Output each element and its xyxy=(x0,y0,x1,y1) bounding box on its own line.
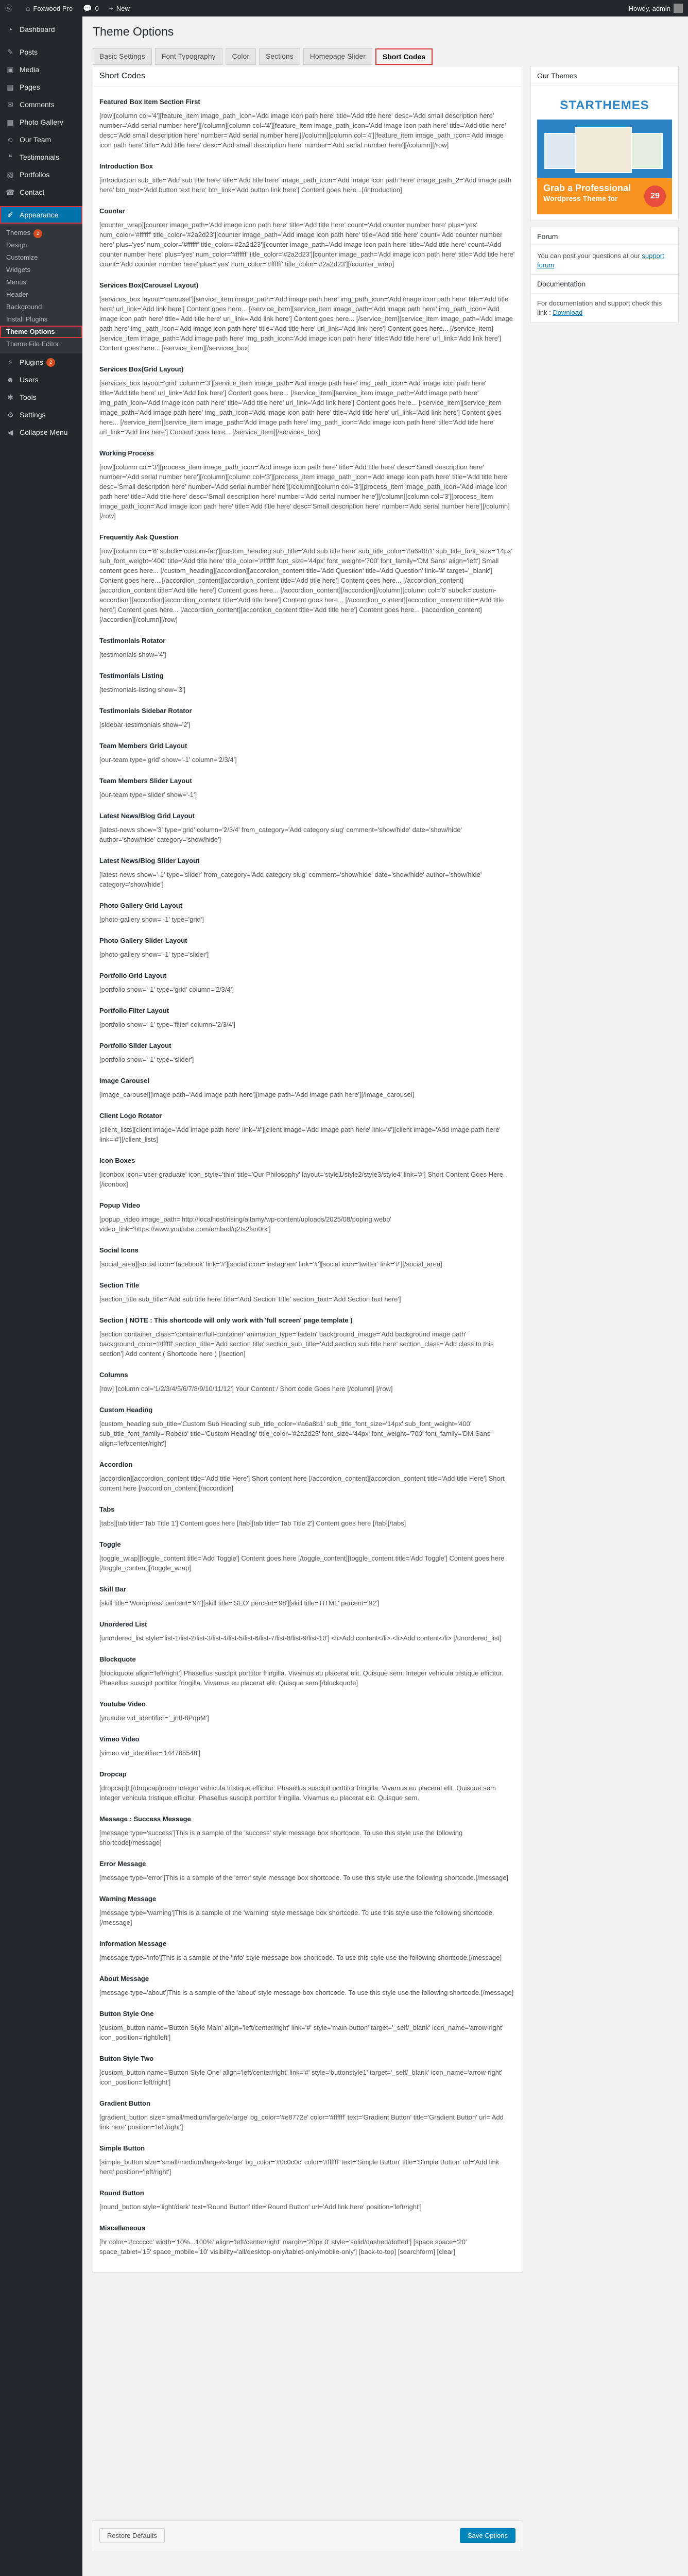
shortcode-title: Testimonials Rotator xyxy=(99,637,166,645)
shortcode-code: [iconbox icon='user-graduate' icon_style='thin' title='Our Philosophy' layout='style1/style2/style3/style4' link='#'] Short Content Goes Here.[/iconbox] xyxy=(99,1171,505,1188)
account-menu[interactable] xyxy=(624,0,688,16)
shortcode-section xyxy=(99,1860,515,1883)
avatar xyxy=(674,4,683,13)
documentation-title: Documentation xyxy=(531,275,678,294)
menu-posts[interactable] xyxy=(0,43,82,61)
shortcode-section xyxy=(99,1281,515,1304)
shortcode-title: Social Icons xyxy=(99,1246,139,1254)
shortcode-section xyxy=(99,2224,515,2257)
shortcode-code: [image_carousel][image path='Add image path here'][image path='Add image path here'][/image_carousel] xyxy=(99,1091,415,1098)
shortcode-code: [message type='warning']This is a sample of the 'warning' style message box shortcode. To use this style use the following shortcode.[/message] xyxy=(99,1909,494,1926)
shortcode-section xyxy=(99,1655,515,1688)
shortcode-title: Testimonials Listing xyxy=(99,672,164,680)
brush-icon: ✐ xyxy=(7,210,13,219)
portfolio-icon: ▧ xyxy=(7,170,14,179)
shortcode-section xyxy=(99,2010,515,2042)
shortcode-code: [services_box layout='carousel'][service_item image_path='Add image path here' img_path_icon='Add image icon path here' title='Add title here' url_link='Add link here'] Content goes here... [/service_item][service_item image_path='Add image path here' img_path_icon='Add image icon path here' title='Add title here' url_link='Add link here'] Content goes here... [/service_item][service_item image_path='Add image path here' img_path_icon='Add image icon path here' title='Add title here' url_link='Add link here'] Content goes here... [/service_item][service_item image_path='Add image path here' img_path_icon='Add image icon path here' title='Add title here' url_link='Add link here'] Content goes here... [/service_item][/services_box] xyxy=(99,295,513,352)
shortcode-title: Client Logo Rotator xyxy=(99,1112,162,1120)
settings-icon: ⚙ xyxy=(7,410,14,419)
plug-icon: ⚡ xyxy=(8,358,13,366)
shortcode-section xyxy=(99,812,515,844)
shortcode-title: Miscellaneous xyxy=(99,2224,145,2232)
shortcode-code: [message type='error']This is a sample of the 'error' style message box shortcode. To use this style use the following shortcode.[/message] xyxy=(99,1874,509,1882)
shortcode-section xyxy=(99,162,515,195)
submenu-background[interactable]: Background xyxy=(6,303,42,311)
shortcode-code: [introduction sub_title='Add sub title here' title='Add title here' image_path_icon='Add image icon path here' image_path_2='Add image path here' btn_text='Add button text here' btn_link='Add button link here'] Content goes here...[/introduction] xyxy=(99,176,512,194)
shortcode-title: Portfolio Grid Layout xyxy=(99,972,166,979)
howdy-label: Howdy, admin xyxy=(628,4,670,12)
shortcode-section xyxy=(99,1585,515,1608)
shortcode-section xyxy=(99,1406,515,1448)
quote-icon: ❝ xyxy=(8,152,12,161)
shortcode-code: [simple_button size='small/medium/large/x-large' bg_color='#0c0c0c' color='#ffffff' text='Simple Button' title='Simple Button' url='Add link here' position='left/right'] xyxy=(99,2158,500,2176)
gallery-icon: ▦ xyxy=(7,117,14,126)
shortcode-title: Introduction Box xyxy=(99,162,153,170)
comments-link[interactable] xyxy=(78,0,104,16)
menu-label: Posts xyxy=(20,48,38,56)
menu-label: Users xyxy=(20,376,39,384)
shortcode-title: Icon Boxes xyxy=(99,1157,135,1164)
shortcode-list xyxy=(93,87,522,2272)
options-tabs xyxy=(93,48,433,65)
shortcode-section xyxy=(99,1620,515,1643)
support-forum-link[interactable]: support forum xyxy=(537,252,664,269)
shortcode-code: [skill title='Wordpress' percent='94'][skill title='SEO' percent='98'][skill title='HTML' percent='92'] xyxy=(99,1599,380,1607)
shortcode-code: [sidebar-testimonials show='2'] xyxy=(99,721,191,728)
shortcode-title: Gradient Button xyxy=(99,2099,150,2107)
save-options-button[interactable]: Save Options xyxy=(460,2528,515,2543)
menu-label: Tools xyxy=(20,393,37,401)
shortcode-section xyxy=(99,637,515,659)
documentation-box xyxy=(530,274,679,323)
shortcode-section xyxy=(99,533,515,624)
menu-label: Settings xyxy=(20,411,46,419)
our-themes-title: Our Themes xyxy=(531,66,678,86)
restore-defaults-button[interactable]: Restore Defaults xyxy=(99,2528,165,2543)
shortcode-section xyxy=(99,672,515,694)
shortcode-code: [custom_button name='Button Style One' align='left/center/right' link='#' style='buttonstyle1' target='_self/_blank' icon_name='arrow-right' icon_position='left/right'] xyxy=(99,2069,503,2086)
shortcode-title: Youtube Video xyxy=(99,1700,146,1708)
shortcode-title: Services Box(Grid Layout) xyxy=(99,365,184,373)
shortcode-section xyxy=(99,902,515,924)
shortcode-section xyxy=(99,1007,515,1029)
shortcode-section xyxy=(99,207,515,269)
shortcode-section xyxy=(99,1371,515,1394)
shortcode-code: [section container_class='container/full-container' animation_type='fadeIn' background_image='Add background image path' background_color='#ffffff' section_title='Add section title' section_sub_title='Add section sub title here' section_class='Add class to this section'] Add content ( Shortcode here ) [/section] xyxy=(99,1330,494,1358)
shortcode-section xyxy=(99,1505,515,1528)
shortcode-code: [row][column col='4'][feature_item image_path_icon='Add image icon path here' title='Add title here' desc='Add small description here' number='Add serial number here'][/column][column col='4'][feature_item image_path_icon='Add image icon path here' title='Add title here' desc='Add small description here' number='Add serial number here'][/column][column col='4'][feature_item image_path_icon='Add image icon path here' title='Add title here' desc='Add small description here' number='Add serial number here'][/column][/row] xyxy=(99,112,506,149)
submenu-menus[interactable]: Menus xyxy=(6,278,27,286)
menu-testimonials[interactable] xyxy=(0,148,82,166)
shortcode-section xyxy=(99,449,515,521)
shortcode-code: [portfolio show='-1' type='grid' column='2/3/4'] xyxy=(99,986,234,993)
tab-short-codes[interactable]: Short Codes xyxy=(375,48,433,65)
promo-cta xyxy=(537,178,672,214)
menu-label: Contact xyxy=(20,188,45,196)
page-title: Theme Options xyxy=(93,25,174,38)
shortcode-title: Unordered List xyxy=(99,1620,147,1628)
menu-dashboard[interactable] xyxy=(0,21,82,38)
shortcode-section xyxy=(99,1940,515,1962)
admin-sidebar xyxy=(0,16,82,2576)
submenu-header[interactable]: Header xyxy=(6,291,28,298)
shortcode-title: Frequently Ask Question xyxy=(99,533,179,541)
shortcode-section xyxy=(99,1246,515,1269)
shortcode-section xyxy=(99,2144,515,2177)
shortcode-code: [custom_heading sub_title='Custom Sub Heading' sub_title_color='#a6a8b1' sub_title_font_size='14px' sub_font_weight='400' sub_title_font_family='Roboto' title='Custom Heading' title_color='#2a2d23' font_size='44px' font_weight='700' font_family='DM Sans' align='left/center/right'] xyxy=(99,1420,492,1447)
tab-color[interactable]: Color xyxy=(226,48,256,65)
shortcode-section xyxy=(99,1157,515,1189)
shortcode-title: Services Box(Carousel Layout) xyxy=(99,281,199,289)
shortcode-section xyxy=(99,1770,515,1803)
team-icon: ☺ xyxy=(6,135,14,144)
shortcode-code: [services_box layout='grid' column='3'][service_item image_path='Add image path here' img_path_icon='Add image icon path here' title='Add title here' url_link='Add link here'] Content goes here... [/service_item][service_item image_path='Add image path here' img_path_icon='Add image icon path here' title='Add title here' url_link='Add link here'] Content goes here... [/service_item][service_item image_path='Add image path here' img_path_icon='Add image icon path here' title='Add title here' url_link='Add link here'] Content goes here... [/service_item][service_item image_path='Add image path here' img_path_icon='Add image icon path here' title='Add title here' url_link='Add link here'] Content goes here... [/service_item][/services_box] xyxy=(99,379,502,436)
shortcode-code: [youtube vid_identifier='_jnIf-8PqpM'] xyxy=(99,1714,209,1722)
contact-icon: ☎ xyxy=(6,188,15,196)
shortcode-section xyxy=(99,777,515,800)
shortcode-code: [counter_wrap][counter image_path='Add image icon path here' title='Add title here' count='Add counter number here' plus='yes' num_color='#ffffff' title_color='#2a2d23'][counter image_path='Add image icon path here' title='Add title here' count='Add counter number here' plus='yes' num_color='#ffffff' title_color='#2a2d23'][counter image_path='Add image icon path here' title='Add title here' count='Add counter number here' plus='yes' num_color='#ffffff' title_color='#2a2d23'][counter image_path='Add image icon path here' title='Add title here' count='Add counter number here' plus='yes' num_color='#ffffff' title_color='#2a2d23'][/counter_wrap] xyxy=(99,221,515,268)
admin-bar xyxy=(0,0,688,16)
wrench-icon: ✱ xyxy=(7,393,13,401)
tab-homepage-slider[interactable]: Homepage Slider xyxy=(303,48,372,65)
promo-price: 29 xyxy=(644,185,666,207)
shortcode-code: [custom_button name='Button Style Main' align='left/center/right' link='#' style='main-button' target='_self/_blank' icon_name='arrow-right' icon_position='right/left'] xyxy=(99,2024,504,2041)
menu-pages[interactable] xyxy=(0,78,82,96)
shortcode-title: Vimeo Video xyxy=(99,1735,140,1743)
shortcode-code: [vimeo vid_identifier='144785548'] xyxy=(99,1749,201,1757)
shortcode-section xyxy=(99,1975,515,1997)
submenu-install-plugins[interactable]: Install Plugins xyxy=(6,315,48,323)
shortcode-code: [latest-news show='-1' type='slider' from_category='Add category slug' comment='show/hide' date='show/hide' author='show/hide' category='show/hide'] xyxy=(99,871,482,888)
menu-label: Portfolios xyxy=(20,171,50,179)
media-icon: ▣ xyxy=(7,65,14,74)
menu-users[interactable] xyxy=(0,371,82,388)
menu-label: Media xyxy=(20,65,40,74)
theme-screenshot xyxy=(575,127,632,173)
shortcode-title: Error Message xyxy=(99,1860,146,1868)
shortcode-title: About Message xyxy=(99,1975,149,1982)
shortcode-title: Latest News/Blog Slider Layout xyxy=(99,857,200,865)
forum-text: You can post your questions at our xyxy=(537,252,640,260)
new-label: New xyxy=(116,4,130,12)
shortcode-section xyxy=(99,1042,515,1064)
site-name-link[interactable] xyxy=(21,0,78,16)
menu-label: Our Team xyxy=(20,135,51,144)
shortcode-title: Photo Gallery Grid Layout xyxy=(99,902,183,909)
menu-label: Plugins xyxy=(20,358,43,366)
comment-count: 0 xyxy=(95,4,99,12)
download-link[interactable]: Download xyxy=(553,309,583,316)
shortcode-code: [photo-gallery show='-1' type='grid'] xyxy=(99,916,204,923)
promo-logo xyxy=(537,92,672,120)
shortcode-title: Section ( NOTE : This shortcode will only work with 'full screen' page template ) xyxy=(99,1316,353,1324)
shortcode-title: Warning Message xyxy=(99,1895,157,1903)
pin-icon: ✎ xyxy=(7,47,13,56)
submenu-widgets[interactable]: Widgets xyxy=(6,266,30,274)
menu-comments[interactable] xyxy=(0,96,82,113)
shortcode-section xyxy=(99,1077,515,1099)
shortcode-code: [toggle_wrap][toggle_content title='Add Toggle'] Content goes here [/toggle_content][toggle_content title='Add Toggle'] Content goes here [/toggle_content][/toggle_wrap] xyxy=(99,1554,505,1572)
submenu-theme-options[interactable]: Theme Options xyxy=(0,326,82,338)
comment-icon: 💬 xyxy=(83,4,92,12)
submenu-customize[interactable]: Customize xyxy=(6,253,38,261)
shortcode-title: Blockquote xyxy=(99,1655,136,1663)
promo-line1: Grab a Professional xyxy=(543,183,631,193)
shortcode-section xyxy=(99,1700,515,1723)
new-content-link[interactable] xyxy=(104,0,135,16)
shortcode-title: Popup Video xyxy=(99,1201,141,1209)
shortcode-section xyxy=(99,1201,515,1234)
menu-photo-gallery[interactable] xyxy=(0,113,82,131)
shortcode-title: Dropcap xyxy=(99,1770,127,1778)
options-footer xyxy=(93,2520,522,2551)
submenu-design[interactable]: Design xyxy=(6,241,27,249)
tab-font-typography[interactable]: Font Typography xyxy=(155,48,222,65)
menu-label: Photo Gallery xyxy=(20,118,63,126)
shortcode-code: [row][column col='3'][process_item image_path_icon='Add image icon path here' title='Add title here' desc='Small description here' number='Add serial number here'][/column][column col='3'][process_item image_path_icon='Add image icon path here' title='Add title here' desc='Small description here' number='Add serial number here'][/column][column col='3'][process_item image_path_icon='Add image icon path here' title='Add title here' desc='Small description here' number='Add serial number here'][/column][column col='3'][process_item image_path_icon='Add image icon path here' title='Add title here' desc='Small description here' number='Add serial number here'][/column][/row] xyxy=(99,463,510,520)
menu-label: Pages xyxy=(20,83,40,91)
shortcode-section xyxy=(99,857,515,889)
shortcode-section xyxy=(99,1895,515,1927)
shortcode-title: Tabs xyxy=(99,1505,115,1513)
menu-label: Comments xyxy=(20,100,55,109)
shortcode-title: Skill Bar xyxy=(99,1585,127,1593)
theme-promo-banner[interactable] xyxy=(537,92,672,214)
shortcode-title: Counter xyxy=(99,207,125,215)
plus-icon: + xyxy=(109,4,113,12)
shortcode-code: [social_area][social icon='facebook' link='#'][social icon='instagram' link='#'][social icon='twitter' link='#'][/social_area] xyxy=(99,1260,442,1268)
shortcode-section xyxy=(99,937,515,959)
shortcode-code: [section_title sub_title='Add sub title here' title='Add Section Title' section_text='Add Section text here'] xyxy=(99,1295,401,1303)
submenu-theme-file-editor[interactable]: Theme File Editor xyxy=(6,340,59,348)
shortcode-section xyxy=(99,365,515,437)
panel-title: Short Codes xyxy=(93,66,522,87)
menu-settings[interactable] xyxy=(0,406,82,423)
menu-tools[interactable] xyxy=(0,388,82,406)
shortcode-title: Team Members Slider Layout xyxy=(99,777,192,785)
shortcode-section xyxy=(99,281,515,353)
shortcode-title: Accordion xyxy=(99,1461,133,1468)
shortcode-section xyxy=(99,2099,515,2132)
shortcode-code: [row] [column col='1/2/3/4/5/6/7/8/9/10/11/12'] Your Content / Short code Goes here [/column] [/row] xyxy=(99,1385,393,1393)
shortcode-code: [testimonials-listing show='3'] xyxy=(99,686,186,693)
menu-plugins[interactable] xyxy=(0,353,82,371)
shortcode-title: Button Style One xyxy=(99,2010,154,2018)
appearance-submenu xyxy=(0,224,82,353)
shortcode-code: [gradient_button size='small/medium/large/x-large' bg_color='#e8772e' color='#ffffff' text='Gradient Button' title='Gradient Button' url='Add link here' position='left/right'] xyxy=(99,2113,504,2131)
shortcode-code: [message type='success']This is a sample of the 'success' style message box shortcode. To use this style use the following shortcode[/message] xyxy=(99,1829,463,1846)
shortcode-section xyxy=(99,1461,515,1493)
shortcode-code: [photo-gallery show='-1' type='slider'] xyxy=(99,951,209,958)
shortcode-title: Image Carousel xyxy=(99,1077,149,1084)
shortcode-title: Toggle xyxy=(99,1540,121,1548)
shortcode-title: Photo Gallery Slider Layout xyxy=(99,937,187,944)
shortcode-section xyxy=(99,1112,515,1144)
shortcode-section xyxy=(99,1316,515,1359)
shortcode-code: [portfolio show='-1' type='filter' column='2/3/4'] xyxy=(99,1021,235,1028)
forum-title: Forum xyxy=(531,227,678,246)
theme-screenshot xyxy=(627,133,663,169)
shortcode-code: [portfolio show='-1' type='slider'] xyxy=(99,1056,194,1063)
shortcode-title: Working Process xyxy=(99,449,154,457)
dashboard-icon: ◔ xyxy=(8,25,13,33)
site-name: Foxwood Pro xyxy=(33,4,73,12)
promo-logo-text: STARTHEMES xyxy=(560,98,649,112)
shortcode-title: Button Style Two xyxy=(99,2055,154,2062)
shortcode-title: Information Message xyxy=(99,1940,167,1947)
shortcode-title: Testimonials Sidebar Rotator xyxy=(99,707,192,715)
shortcode-title: Team Members Grid Layout xyxy=(99,742,187,750)
promo-screens xyxy=(544,124,665,175)
tab-sections[interactable]: Sections xyxy=(259,48,300,65)
shortcode-title: Message : Success Message xyxy=(99,1815,191,1823)
shortcode-title: Custom Heading xyxy=(99,1406,153,1414)
update-badge: 2 xyxy=(46,358,55,367)
shortcode-section xyxy=(99,2055,515,2087)
shortcode-code: [tabs][tab title='Tab Title 1'] Content goes here [/tab][tab title='Tab Title 2'] Content goes here [/tab][/tabs] xyxy=(99,1519,406,1527)
menu-label: Dashboard xyxy=(20,25,55,33)
shortcode-title: Featured Box Item Section First xyxy=(99,98,200,106)
shortcode-title: Latest News/Blog Grid Layout xyxy=(99,812,195,820)
shortcode-code: [client_lists][client image='Add image path here' link='#'][client image='Add image path here' link='#'][client image='Add image path here' link='#'][/client_lists] xyxy=(99,1126,501,1143)
menu-label: Appearance xyxy=(20,211,59,219)
shortcode-section xyxy=(99,707,515,730)
comment-icon: ✉ xyxy=(7,100,13,109)
shortcode-title: Section Title xyxy=(99,1281,140,1289)
shortcode-code: [popup_video image_path='http://localhost/rising/altamy/wp-content/uploads/2025/08/poping.webp' video_link='https://www.youtube.com/embed/q2Is2fsn0rk'] xyxy=(99,1215,391,1233)
update-badge: 2 xyxy=(33,229,42,238)
menu-media[interactable] xyxy=(0,61,82,78)
shortcode-code: [our-team type='slider' show='-1'] xyxy=(99,791,197,799)
shortcode-section xyxy=(99,1815,515,1848)
user-icon: ☻ xyxy=(6,376,14,384)
shortcode-code: [hr color='#cccccc' width='10%...100%' align='left/center/right' margin='20px 0' style='solid/dashed/dotted'] [space space='20' space_tablet='15' space_mobile='10' visibility='all/desktop-only/tablet-only/mobile-only'] [back-to-top] [searchform] [clear] xyxy=(99,2238,467,2256)
shortcode-section xyxy=(99,1540,515,1573)
shortcode-section xyxy=(99,98,515,150)
shortcode-code: [row][column col='6' subclk='custom-faq'][custom_heading sub_title='Add sub title here' sub_title_color='#a6a8b1' sub_title_font_size='14px' sub_font_weight='400' title='Add title here' title_color='#ffffff' font_size='44px' font_weight='700' font_family='DM Sans' align='left'] Small content goes here... [/custom_heading][accordion][accordion_content title='Add Question' title='Add Question' link='#' target='_blank'] Content goes here... [/accordion_content][accordion_content title='Add title here'] Content goes here... [/accordion_content][accordion_content title='Add title here'] Content goes here... [/accordion_content][/accordion][/column][column col='6' subclk='custom-accordian'][accordion][accordion_content title='Add title here'] Content goes here... [/accordion_content][accordion_content title='Add title here'] Content goes here... [/accordion_content][accordion_content title='Add title here'] Content goes here... [/accordion_content][/accordion][/column][/row] xyxy=(99,547,513,623)
shortcode-code: [blockquote align='left/right'] Phasellus suscipit porttitor fringilla. Vivamus eu placerat elit. Quisque sem. Integer vehicula tristique efficitur. Phasellus suscipit porttitor fringilla. Vivamus eu placerat elit. Quisque sem.[/blockquote] xyxy=(99,1669,504,1687)
shortcode-code: [latest-news show='3' type='grid' column='2/3/4' from_category='Add category slug' comment='show/hide' date='show/hide' author='show/hide' category='show/hide'] xyxy=(99,826,462,843)
submenu-label: Themes xyxy=(6,229,30,236)
shortcode-code: [unordered_list style='list-1/list-2/list-3/list-4/list-5/list-6/list-7/list-8/list-9/list-10'] <li>Add content</li> <li>Add content</li> [/unordered_list] xyxy=(99,1634,502,1642)
shortcode-code: [testimonials show='4'] xyxy=(99,651,166,658)
shortcode-section xyxy=(99,1735,515,1758)
shortcode-section xyxy=(99,742,515,765)
forum-box xyxy=(530,227,679,276)
submenu-themes[interactable] xyxy=(0,227,82,239)
menu-portfolios[interactable] xyxy=(0,166,82,183)
shortcode-title: Portfolio Filter Layout xyxy=(99,1007,169,1014)
menu-appearance[interactable] xyxy=(0,206,82,224)
shortcode-title: Columns xyxy=(99,1371,128,1379)
menu-label: Testimonials xyxy=(20,153,60,161)
shortcode-code: [message type='about']This is a sample of the 'about' style message box shortcode. To use this style use the following shortcode.[/message] xyxy=(99,1989,514,1996)
menu-label: Collapse Menu xyxy=(20,428,68,436)
shortcode-section xyxy=(99,972,515,994)
collapse-icon: ◀ xyxy=(7,428,13,436)
promo-line2: Wordpress Theme for xyxy=(543,194,618,202)
documentation-text: For documentation and support check this link : xyxy=(537,299,662,316)
shortcode-title: Round Button xyxy=(99,2189,144,2197)
shortcode-code: [our-team type='grid' show='-1' column='2/3/4'] xyxy=(99,756,237,764)
page-icon: ▤ xyxy=(7,82,14,91)
shortcode-code: [message type='info']This is a sample of the 'info' style message box shortcode. To use this style use the following shortcode.[/message] xyxy=(99,1954,502,1961)
wp-logo-icon[interactable]: ⓦ xyxy=(5,4,12,12)
menu-our-team[interactable] xyxy=(0,131,82,148)
shortcode-title: Portfolio Slider Layout xyxy=(99,1042,171,1049)
our-themes-box xyxy=(530,66,679,221)
shortcode-section xyxy=(99,2189,515,2212)
home-icon: ⌂ xyxy=(26,4,30,12)
shortcode-code: [dropcap]L[/dropcap]orem Integer vehicula tristique efficitur. Phasellus suscipit porttitor fringilla. Vivamus eu placerat elit. Quisque sem Integer vehicula tristique efficitur. Phasellus suscipit porttitor fringilla. Vivamus eu placerat elit. Quisque sem. xyxy=(99,1784,496,1802)
shortcodes-panel xyxy=(93,66,522,2273)
shortcode-code: [accordion][accordion_content title='Add title Here'] Short content here [/accordion_content][accordion_content title='Add title Here'] Short content here [/accordion_content][/accordion] xyxy=(99,1475,505,1492)
collapse-menu-button[interactable] xyxy=(0,423,82,441)
shortcode-title: Simple Button xyxy=(99,2144,145,2152)
tab-basic-settings[interactable]: Basic Settings xyxy=(93,48,152,65)
menu-contact[interactable] xyxy=(0,183,82,201)
shortcode-code: [round_button style='light/dark' text='Round Button' title='Round Button' url='Add link here' position='left/right'] xyxy=(99,2203,422,2211)
